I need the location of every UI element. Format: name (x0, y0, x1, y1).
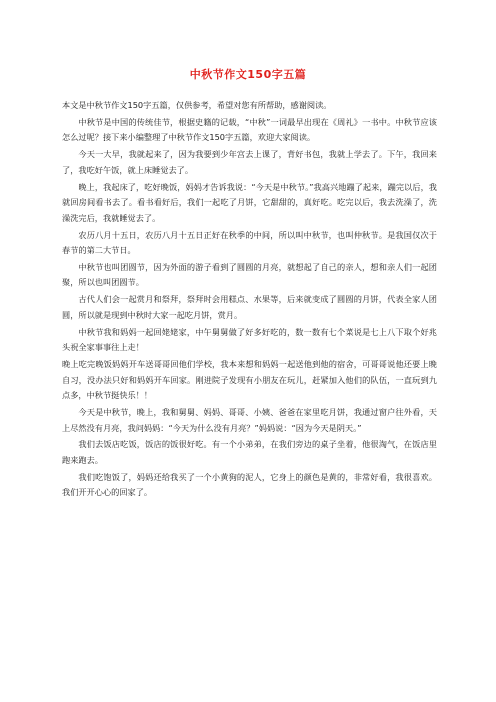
paragraph-11: 我们吃饱饭了，妈妈还给我买了一个小黄狗的泥人，它身上的颜色是黄的，非常好看，我很喜欢。我们开开心心的回家了。 (62, 471, 437, 498)
paragraph-1: 中秋节是中国的传统佳节，根据史籍的记载，“中秋”一词最早出现在《周礼》一书中。中秋节应该怎么过呢？接下来小编整理了中秋节作文150字五篇，欢迎大家阅读。 (62, 116, 437, 143)
paragraph-2: 今天一大早，我就起来了，因为我要到少年宫去上课了，背好书包，我就上学去了。下午，我回来了，我吃好午饭，就上床睡觉去了。 (62, 149, 437, 175)
document-body (62, 98, 437, 502)
paragraph-10: 我们去饭店吃饭，饭店的饭很好吃。有一个小弟弟，在我们旁边的桌子坐着，他很淘气，在饭店里跑来跑去。 (62, 439, 437, 465)
paragraph-9: 今天是中秋节，晚上，我和舅舅、妈妈、哥哥、小姨、爸爸在家里吃月饼，我通过窗户往外看，天上尽然没有月亮，我问妈妈：“今天为什么没有月亮？”妈妈说：“因为今天是阴天。” (62, 407, 437, 433)
paragraph-3: 晚上，我起床了，吃好晚饭，妈妈才告诉我说：“今天是中秋节。”我高兴地蹦了起来，蹦完以后，我就回房间看书去了。看书看好后，我们一起吃了月饼，它甜甜的，真好吃。吃完以后，我去洗澡了，洗澡洗完后，我就睡觉去了。 (62, 181, 437, 223)
paragraph-6: 古代人们会一起赏月和祭拜，祭拜时会用糕点、水果等，后来就变成了圆圆的月饼，代表全家人团圆，所以就是现到中秋时大家一起吃月饼，赏月。 (62, 294, 437, 320)
paragraph-8: 晚上吃完晚饭妈妈开车送哥哥回他们学校，我本来想和妈妈一起送他到他的宿舍，可哥哥说他还要上晚自习，没办法只好和妈妈开车回家。刚进院子发现有小朋友在玩儿，赶紧加入他们的队伍，一直玩到九点多，中秋节挺快乐！！ (62, 359, 437, 401)
paragraph-5: 中秋节也叫团圆节，因为外面的游子看到了圆圆的月亮，就想起了自己的亲人，想和亲人们一起团聚，所以也叫团圆节。 (62, 261, 437, 288)
paragraph-intro: 本文是中秋节作文150字五篇，仅供参考，希望对您有所帮助，感谢阅读。 (62, 100, 332, 110)
paragraph-7: 中秋节我和妈妈一起回姥姥家，中午舅舅做了好多好吃的，数一数有七个菜说是七上八下取个好兆头祝全家事事往上走！ (62, 326, 437, 353)
paragraph-4: 农历八月十五日，农历八月十五日正好在秋季的中间，所以叫中秋节，也叫仲秋节。是我国仅次于春节的第二大节日。 (62, 229, 437, 256)
document-title: 中秋节作文150字五篇 (189, 68, 307, 81)
